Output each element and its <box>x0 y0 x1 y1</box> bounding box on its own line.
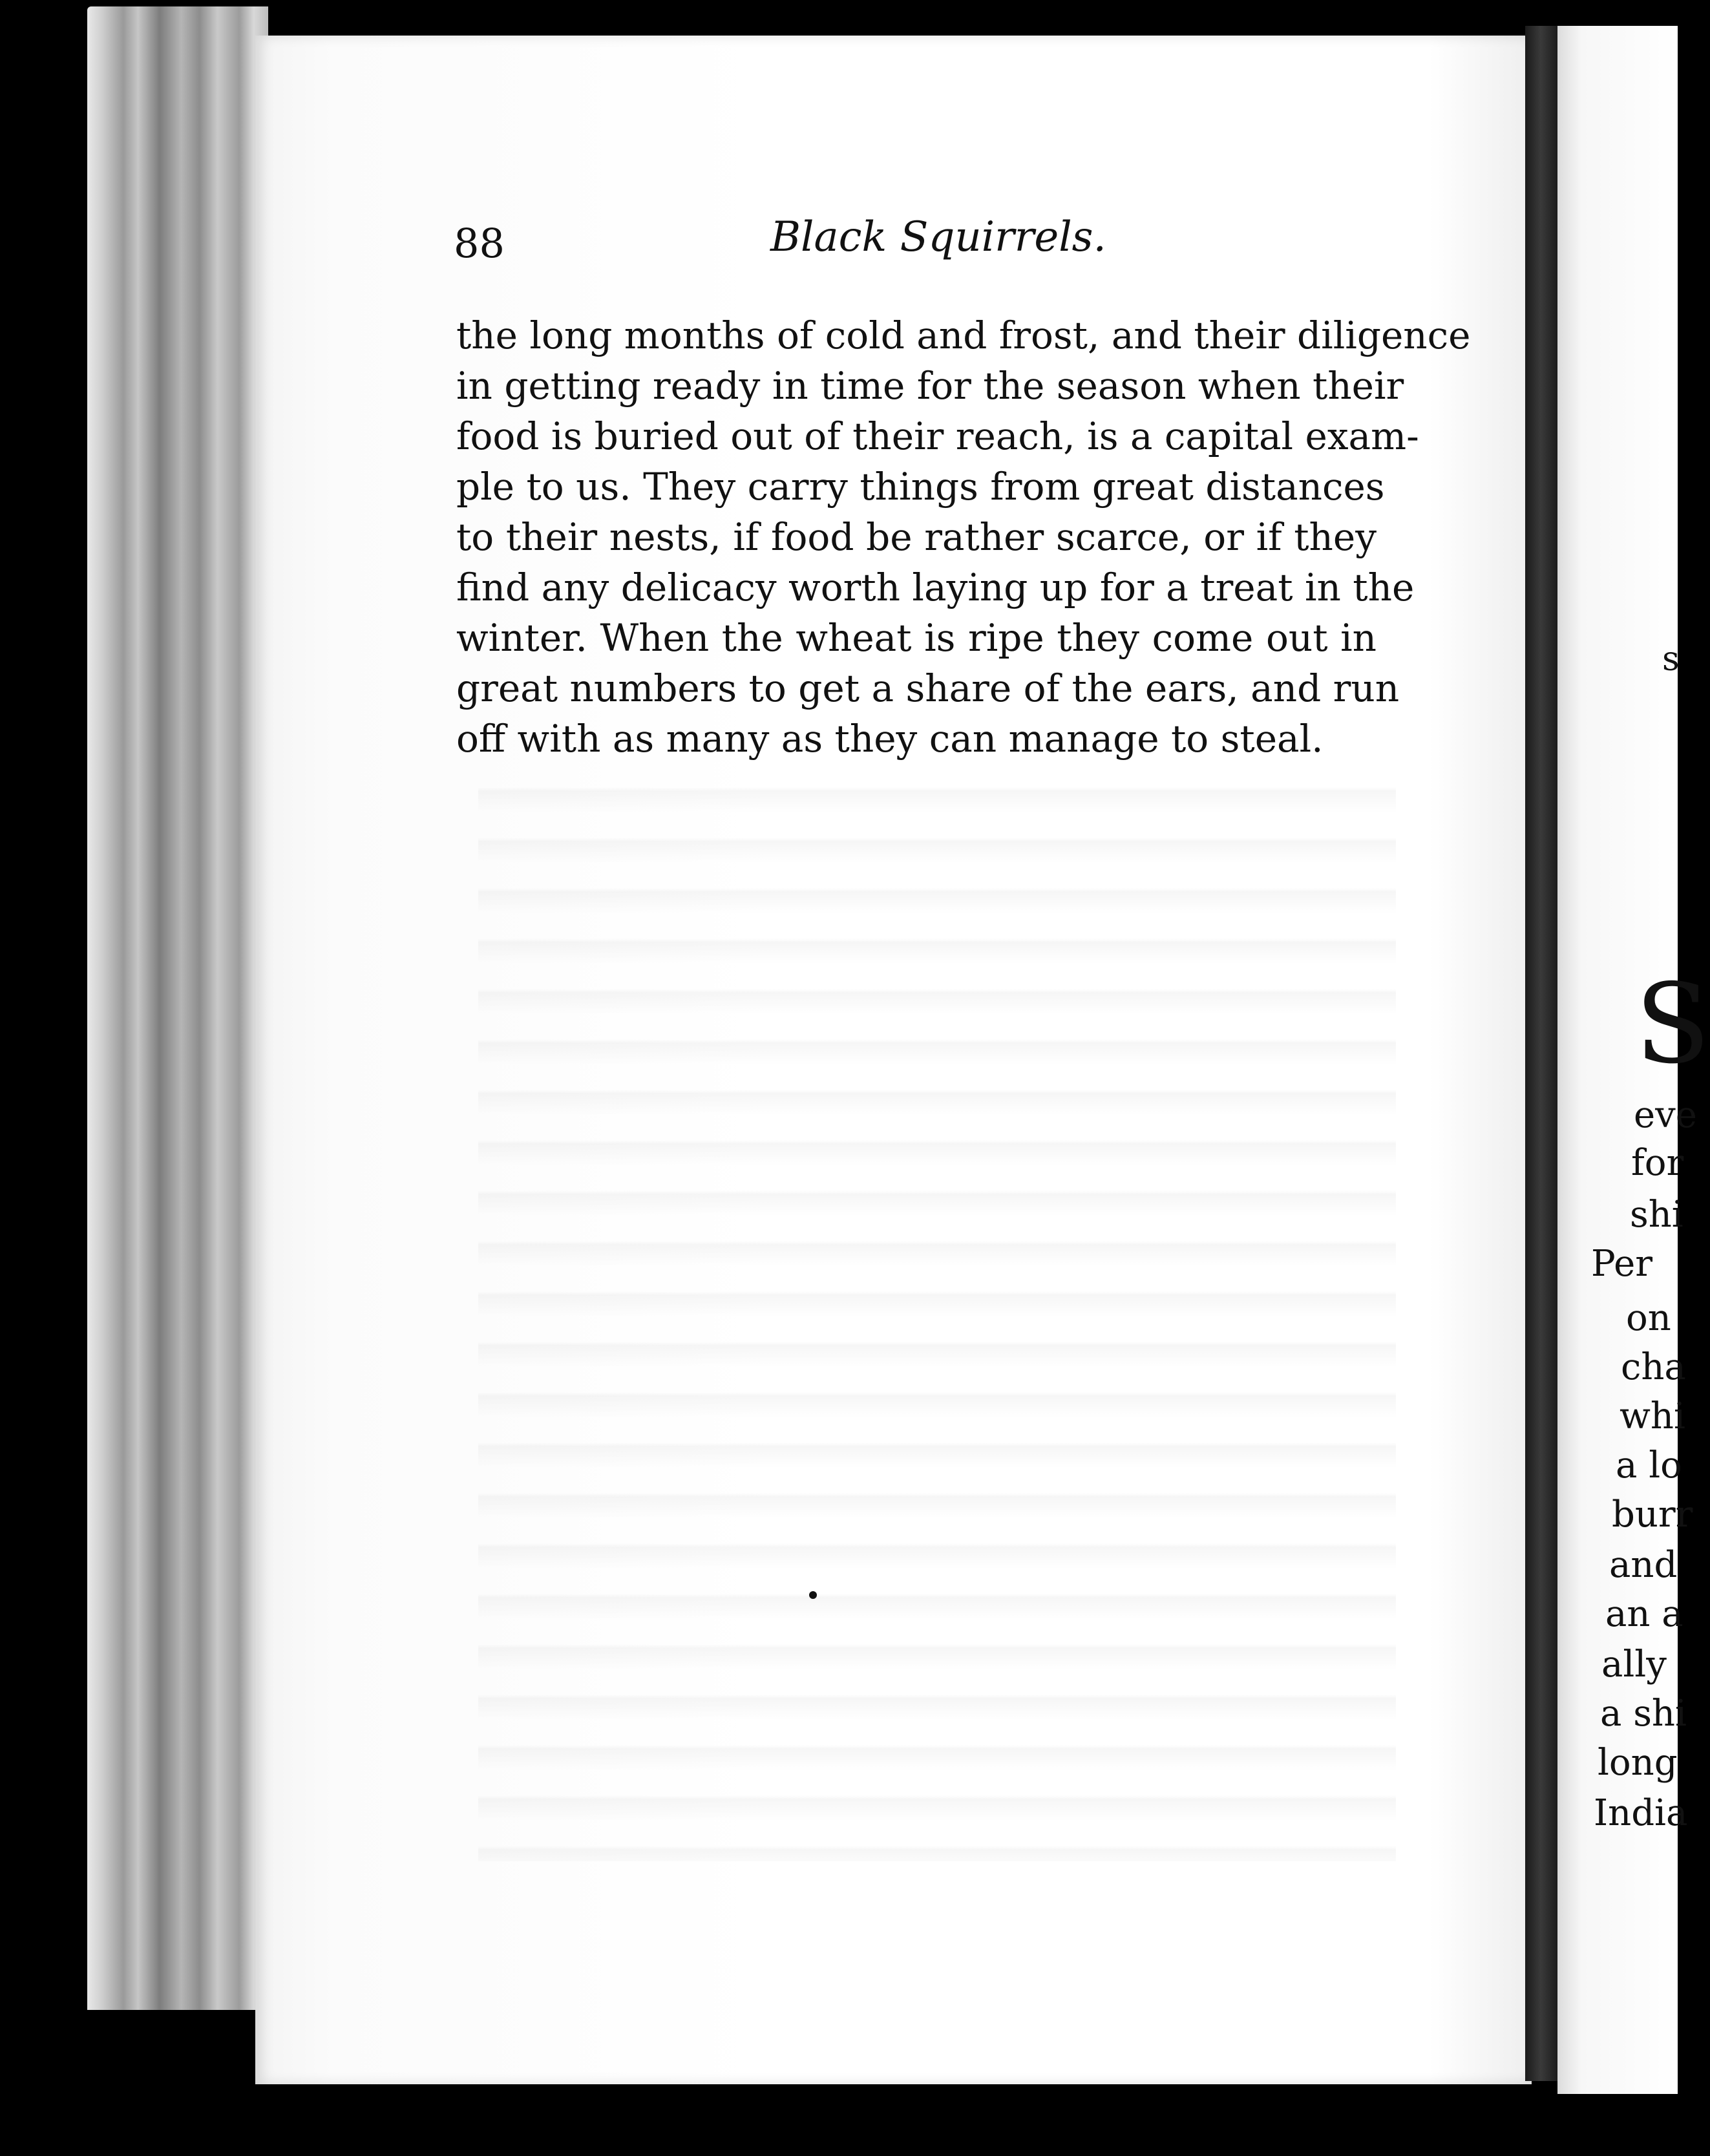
text-line: the long months of cold and frost, and their diligence <box>456 313 1471 357</box>
right-page-line: an a <box>1605 1593 1684 1635</box>
page-number: 88 <box>454 220 505 267</box>
right-page-line: on <box>1626 1297 1671 1339</box>
right-page-line: for <box>1631 1142 1684 1184</box>
drop-cap: S <box>1635 960 1710 1088</box>
text-line: food is buried out of their reach, is a capital exam- <box>456 414 1419 458</box>
ink-speck <box>809 1591 817 1599</box>
text-line: off with as many as they can manage to steal. <box>456 717 1324 761</box>
body-text <box>456 310 1471 764</box>
book-page-edges <box>87 6 268 2010</box>
right-page-line: shi <box>1630 1194 1684 1236</box>
running-head: Black Squirrels. <box>770 213 1106 261</box>
text-line: in getting ready in time for the season when their <box>456 364 1404 408</box>
right-page-line: ally <box>1601 1643 1667 1686</box>
right-page-line: cha <box>1621 1346 1686 1388</box>
right-page-line: burr <box>1612 1494 1693 1536</box>
right-page-line: India <box>1594 1792 1688 1834</box>
right-page-line: and <box>1609 1544 1678 1586</box>
text-line: great numbers to get a share of the ears, and run <box>456 666 1400 710</box>
right-page-fragment: s <box>1662 640 1680 679</box>
right-page-line: eve <box>1634 1094 1697 1136</box>
right-page-line: a shi <box>1600 1693 1687 1735</box>
right-page-line: long <box>1598 1742 1678 1784</box>
right-page-line: whi <box>1620 1395 1685 1437</box>
right-page-line: a lo <box>1616 1444 1682 1486</box>
text-line: find any delicacy worth laying up for a treat in the <box>456 565 1415 609</box>
text-line: winter. When the wheat is ripe they come out in <box>456 616 1377 660</box>
text-line: ple to us. They carry things from great distances <box>456 465 1385 509</box>
text-line: to their nests, if food be rather scarce, or if they <box>456 515 1377 559</box>
right-page-line: Per <box>1591 1243 1653 1285</box>
